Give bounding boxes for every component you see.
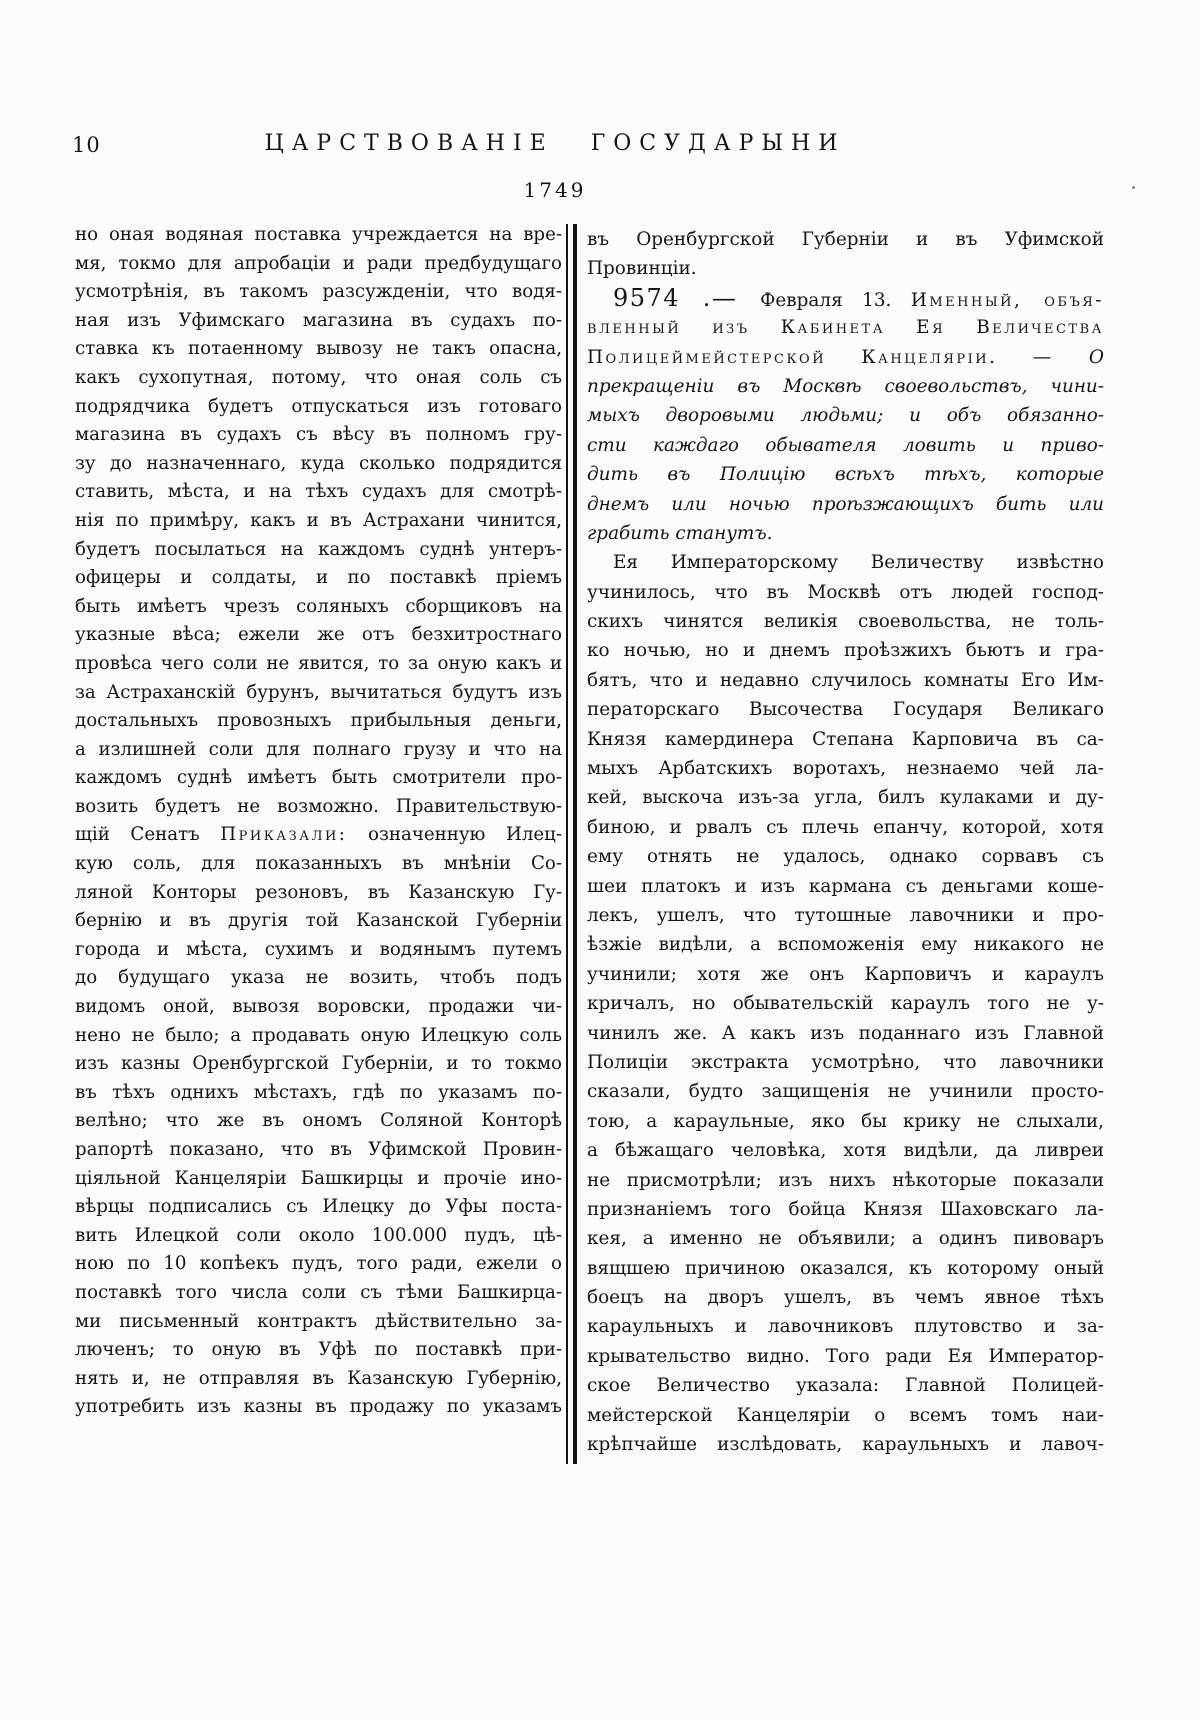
text-segment: Полиціи экстракта усмотрѣно, что лавочники — [587, 1051, 1104, 1073]
text-segment: тою, а караульные, яко бы крику не слыхали, — [587, 1110, 1104, 1132]
text-segment: въ тѣхъ однихъ мѣстахъ, гдѣ по указамъ по- — [75, 1081, 562, 1103]
text-segment: усмотрѣнія, въ такомъ разсужденіи, что водя- — [75, 281, 562, 303]
text-segment: ставить, мѣста, и на тѣхъ судахъ для смотрѣ- — [75, 481, 562, 503]
text-segment: биною, и рвалъ съ плечь епанчу, которой, хотя — [587, 816, 1104, 838]
text-segment: ему отнять не удалось, однако сорвавъ съ — [587, 846, 1104, 868]
text-segment: нено не было; а продавать оную Илецкую соль — [75, 1024, 562, 1046]
text-line — [75, 850, 562, 879]
text-line — [75, 1250, 562, 1279]
text-line — [587, 1371, 1104, 1400]
text-line — [587, 1048, 1104, 1077]
text-line — [587, 578, 1104, 607]
text-line — [75, 621, 562, 650]
text-segment: бятъ, что и недавно случилось комнаты Его Им- — [587, 669, 1104, 691]
text-segment: видомъ оной, вывозя воровски, продажи чи- — [75, 996, 562, 1018]
text-line — [75, 393, 562, 422]
text-segment: боецъ на дворъ ушелъ, въ чемъ явное тѣхъ — [587, 1287, 1104, 1309]
text-segment: лекъ, ушелъ, что тутошные лавочники и про- — [587, 904, 1104, 926]
text-segment: учинилось, что въ Москвѣ отъ людей господ- — [587, 581, 1104, 603]
text-segment: 9574 .— — [613, 283, 761, 312]
scan-artifact-dot — [1132, 186, 1135, 189]
text-segment: ная изъ Уфимскаго магазина въ судахъ по- — [75, 309, 562, 331]
text-line — [75, 421, 562, 450]
text-segment: зу до назначеннаго, куда сколько подрядится — [75, 452, 562, 474]
text-line — [587, 343, 1104, 372]
text-segment: а бѣжащаго человѣка, хотя видѣли, да ливреи — [587, 1140, 1104, 1162]
text-line — [587, 519, 1104, 548]
page-number: 10 — [72, 133, 101, 157]
text-segment: ляной Конторы резоновъ, въ Казанскую Гу- — [75, 881, 562, 903]
text-segment: ское Величество указала: Главной Полицей- — [587, 1375, 1104, 1397]
text-segment: ціяльной Канцеляріи Башкирцы и прочіе ино- — [75, 1167, 562, 1189]
text-line — [75, 907, 562, 936]
text-line — [75, 278, 562, 307]
text-line — [587, 490, 1104, 519]
text-segment: Ея Императорскому Величеству извѣстно — [613, 552, 1104, 574]
text-segment: нять и, не отправляя въ Казанскую Губернію, — [75, 1367, 562, 1389]
text-segment: дить въ Полицію всѣхъ тѣхъ, которые — [587, 464, 1104, 486]
text-line — [75, 879, 562, 908]
text-segment: кея, а именно не объявили; а одинъ пивоваръ — [587, 1228, 1104, 1250]
text-line — [587, 813, 1104, 842]
text-line — [587, 666, 1104, 695]
text-line — [75, 335, 562, 364]
text-line — [75, 679, 562, 708]
text-line — [75, 450, 562, 479]
text-segment: каждомъ суднѣ имѣетъ быть смотрители про- — [75, 767, 562, 789]
text-line — [587, 1136, 1104, 1165]
text-segment: вѣрцы подписались съ Илецку до Уфы поста- — [75, 1196, 562, 1218]
text-line — [75, 1079, 562, 1108]
text-segment: бернію и въ другія той Казанской Губерніи — [75, 910, 562, 932]
text-line — [75, 736, 562, 765]
text-line — [75, 1136, 562, 1165]
text-line — [587, 1401, 1104, 1430]
text-line — [587, 1166, 1104, 1195]
text-line — [75, 1222, 562, 1251]
text-segment: кую соль, для показанныхъ въ мнѣніи Со- — [75, 853, 562, 875]
text-segment: вить Илецкой соли около 100.000 пудъ, цѣ- — [75, 1224, 562, 1246]
text-line — [587, 695, 1104, 724]
text-segment: офицеры и солдаты, и по поставкѣ пріемъ — [75, 567, 562, 589]
text-line — [587, 225, 1104, 254]
text-segment: прекращеніи въ Москвѣ своевольствъ, чини- — [587, 375, 1104, 397]
text-segment: кей, выскоча изъ-за угла, билъ кулаками и ду- — [587, 787, 1104, 809]
text-segment: достальныхъ провозныхъ прибыльныя деньги, — [75, 710, 562, 732]
text-segment: не присмотрѣли; изъ нихъ нѣкоторые показали — [587, 1169, 1104, 1191]
text-segment: мя, токмо для апробаціи и ради предбудущаго — [75, 252, 562, 274]
text-segment: кричалъ, но обывательскій караулъ того не у- — [587, 993, 1104, 1015]
text-segment: грабить станутъ. — [587, 522, 773, 544]
text-segment: ставка къ потаенному вывозу не такъ опасна, — [75, 338, 562, 360]
text-segment: мыхъ Арбатскихъ воротахъ, незнаемо чей ла- — [587, 758, 1104, 780]
text-line — [587, 842, 1104, 871]
text-line — [587, 548, 1104, 577]
text-line — [587, 1283, 1104, 1312]
text-line — [587, 1430, 1104, 1459]
text-line — [587, 901, 1104, 930]
text-line — [75, 1107, 562, 1136]
text-segment: днемъ или ночью проѣзжающихъ бить или — [587, 493, 1104, 515]
text-line — [75, 307, 562, 336]
text-segment: ѣзжіе видѣли, а вспоможенія ему никакого не — [587, 934, 1104, 956]
text-line — [587, 607, 1104, 636]
text-segment: возить будетъ не возможно. Правительствую- — [75, 795, 562, 817]
text-line — [75, 1308, 562, 1337]
text-line — [587, 930, 1104, 959]
text-segment: изъ казны Оренбургской Губерніи, и то токмо — [75, 1053, 562, 1075]
text-segment: рапортѣ показано, что въ Уфимской Провин- — [75, 1139, 562, 1160]
text-line — [75, 936, 562, 965]
text-segment: крывательство видно. Того ради Ея Император- — [587, 1345, 1104, 1367]
text-line — [75, 478, 562, 507]
text-segment: вленный изъ Кабинета Ея Величества — [587, 317, 1104, 339]
text-line — [75, 993, 562, 1022]
text-line — [587, 989, 1104, 1018]
text-line — [587, 1254, 1104, 1283]
text-line — [587, 783, 1104, 812]
text-line — [587, 960, 1104, 989]
text-line — [587, 431, 1104, 460]
text-line — [75, 221, 562, 250]
text-line — [75, 507, 562, 536]
text-line — [587, 725, 1104, 754]
text-line — [75, 1050, 562, 1079]
text-segment: до будущаго указа не возить, чтобъ подъ — [75, 967, 562, 989]
text-segment: города и мѣста, сухимъ и водянымъ путемъ — [75, 938, 562, 960]
text-segment: вящшею причиною оказался, къ которому оный — [587, 1257, 1104, 1279]
text-segment: но оная водяная поставка учреждается на вре- — [75, 224, 562, 245]
text-segment: Приказали: — [220, 824, 348, 846]
text-line — [75, 250, 562, 279]
text-line — [587, 401, 1104, 430]
text-segment: сти каждаго обывателя ловить и приво- — [587, 434, 1104, 456]
text-segment: означенную Илец- — [347, 824, 562, 846]
text-line — [75, 1165, 562, 1194]
text-line — [587, 1342, 1104, 1371]
text-segment: подрядчика будетъ отпускаться изъ готоваго — [75, 395, 562, 417]
text-segment: шеи платокъ и изъ кармана съ деньгами коше- — [587, 875, 1104, 897]
text-segment: скихъ чинятся великія своевольства, не толь- — [587, 611, 1104, 633]
text-line — [587, 1019, 1104, 1048]
text-segment: Полицеймейстерской Канцеляріи. — — [587, 346, 1089, 368]
text-line — [587, 254, 1104, 283]
text-segment: ко ночью, но и днемъ проѣзжихъ бьютъ и гра- — [587, 640, 1104, 662]
text-segment: быть имѣетъ чрезъ соляныхъ сборщиковъ на — [75, 595, 562, 617]
text-line — [587, 1107, 1104, 1136]
text-segment: ми письменный контрактъ дѣйствительно за- — [75, 1310, 562, 1332]
text-segment: Именный, объя- — [910, 289, 1104, 311]
text-segment: въ Оренбургской Губерніи и въ Уфимской — [587, 229, 1104, 250]
text-segment: поставкѣ того числа соли съ тѣми Башкирца- — [75, 1281, 562, 1303]
text-line — [75, 536, 562, 565]
text-segment: мыхъ дворовыми людьми; и объ обязанно- — [587, 405, 1104, 427]
text-line — [75, 1365, 562, 1394]
text-segment: учинили; хотя же онъ Карповичъ и караулъ — [587, 963, 1104, 985]
text-line — [75, 707, 562, 736]
text-segment: О — [1088, 346, 1104, 368]
text-segment: какъ сухопутная, потому, что оная соль съ — [75, 366, 562, 388]
text-line — [587, 1077, 1104, 1106]
right-text-column — [587, 225, 1104, 1459]
text-line — [75, 764, 562, 793]
text-line — [75, 364, 562, 393]
text-segment: признаніемъ того бойца Князя Шаховскаго ла- — [587, 1198, 1104, 1220]
text-line — [587, 460, 1104, 489]
text-segment: щій Сенатъ — [75, 824, 221, 846]
text-line — [587, 754, 1104, 783]
text-line — [75, 821, 562, 850]
text-line — [75, 1393, 562, 1422]
text-segment: будетъ посылаться на каждомъ суднѣ унтеръ- — [75, 538, 562, 560]
text-segment: за Астраханскій бурунъ, вычитаться будутъ изъ — [75, 681, 562, 703]
text-line — [75, 1022, 562, 1051]
text-segment: велѣно; что же въ ономъ Соляной Конторѣ — [75, 1110, 562, 1132]
text-segment: указные вѣса; ежели же отъ безхитростнаго — [75, 624, 562, 646]
text-segment: провѣса чего соли не явится, то за оную какъ и — [75, 652, 562, 674]
text-segment: Февраля 13. — [760, 289, 911, 311]
text-segment: караульныхъ и лавочниковъ плутовство и за- — [587, 1316, 1104, 1338]
text-segment: ператорскаго Высочества Государя Великаго — [587, 699, 1104, 721]
text-line — [587, 284, 1104, 313]
text-line — [75, 1279, 562, 1308]
text-line — [587, 636, 1104, 665]
text-segment: магазина въ судахъ съ вѣсу въ полномъ гру- — [75, 424, 562, 446]
text-segment: чинилъ же. А какъ изъ поданнаго изъ Главной — [587, 1022, 1104, 1044]
left-text-column — [75, 221, 562, 1422]
column-divider-rule — [566, 224, 577, 1464]
text-segment: Провинціи. — [587, 258, 697, 280]
text-line — [587, 1312, 1104, 1341]
text-line — [75, 964, 562, 993]
text-line — [587, 1195, 1104, 1224]
text-line — [587, 872, 1104, 901]
text-segment: а излишней соли для полнаго грузу и что на — [75, 738, 562, 760]
text-line — [75, 1336, 562, 1365]
text-line — [75, 593, 562, 622]
text-segment: ною по 10 копѣекъ пудъ, того ради, ежели о — [75, 1253, 562, 1275]
text-segment: нія по примѣру, какъ и въ Астрахани чинится, — [75, 509, 562, 531]
page-header-year: 1749 — [523, 178, 587, 202]
page-header-title: ЦАРСТВОВАНІЕ ГОСУДАРЫНИ — [264, 131, 846, 156]
text-line — [587, 313, 1104, 342]
text-segment: употребить изъ казны въ продажу по указамъ — [75, 1396, 562, 1418]
text-line — [587, 372, 1104, 401]
text-segment: сказали, будто защищенія не учинили просто- — [587, 1081, 1104, 1103]
text-segment: мейстерской Канцеляріи о всемъ томъ наи- — [587, 1404, 1104, 1426]
text-line — [75, 564, 562, 593]
text-line — [75, 1193, 562, 1222]
text-segment: крѣпчайше изслѣдовать, караульныхъ и лавоч- — [587, 1434, 1104, 1456]
text-line — [75, 650, 562, 679]
text-line — [587, 1224, 1104, 1253]
text-segment: люченъ; то оную въ Уфѣ по поставкѣ при- — [75, 1339, 562, 1361]
text-segment: Князя камердинера Степана Карповича въ са- — [587, 728, 1104, 750]
text-line — [75, 793, 562, 822]
